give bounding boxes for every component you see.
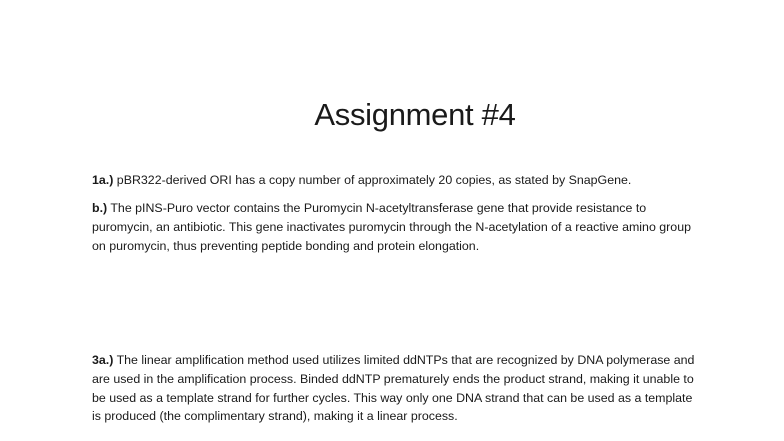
page-title: Assignment #4 xyxy=(314,97,516,132)
answer-3a xyxy=(92,351,702,426)
answer-text: pBR322-derived ORI has a copy number of approximately 20 copies, as stated by SnapGene. xyxy=(113,173,632,187)
answer-1b xyxy=(92,199,702,255)
answer-text: The linear amplification method used utilizes limited ddNTPs that are recognized by DNA polymerase and are used in the amplification process. Binded ddNTP prematurely ends the product strand, making it unable to be used as a template strand for further cycles. This way only one DNA strand that can be used as a template is produced (the complimentary strand), making it a linear process. xyxy=(92,353,695,424)
answer-label: 3a.) xyxy=(92,353,114,367)
answer-label: b.) xyxy=(92,201,108,215)
answer-1a xyxy=(92,171,702,190)
answer-text: The pINS-Puro vector contains the Puromycin N-acetyltransferase gene that provide resistance to puromycin, an antibiotic. This gene inactivates puromycin through the N-acetylation of a reactive amino group on puromycin, thus preventing peptide bonding and protein elongation. xyxy=(92,201,691,253)
answer-label: 1a.) xyxy=(92,173,114,187)
